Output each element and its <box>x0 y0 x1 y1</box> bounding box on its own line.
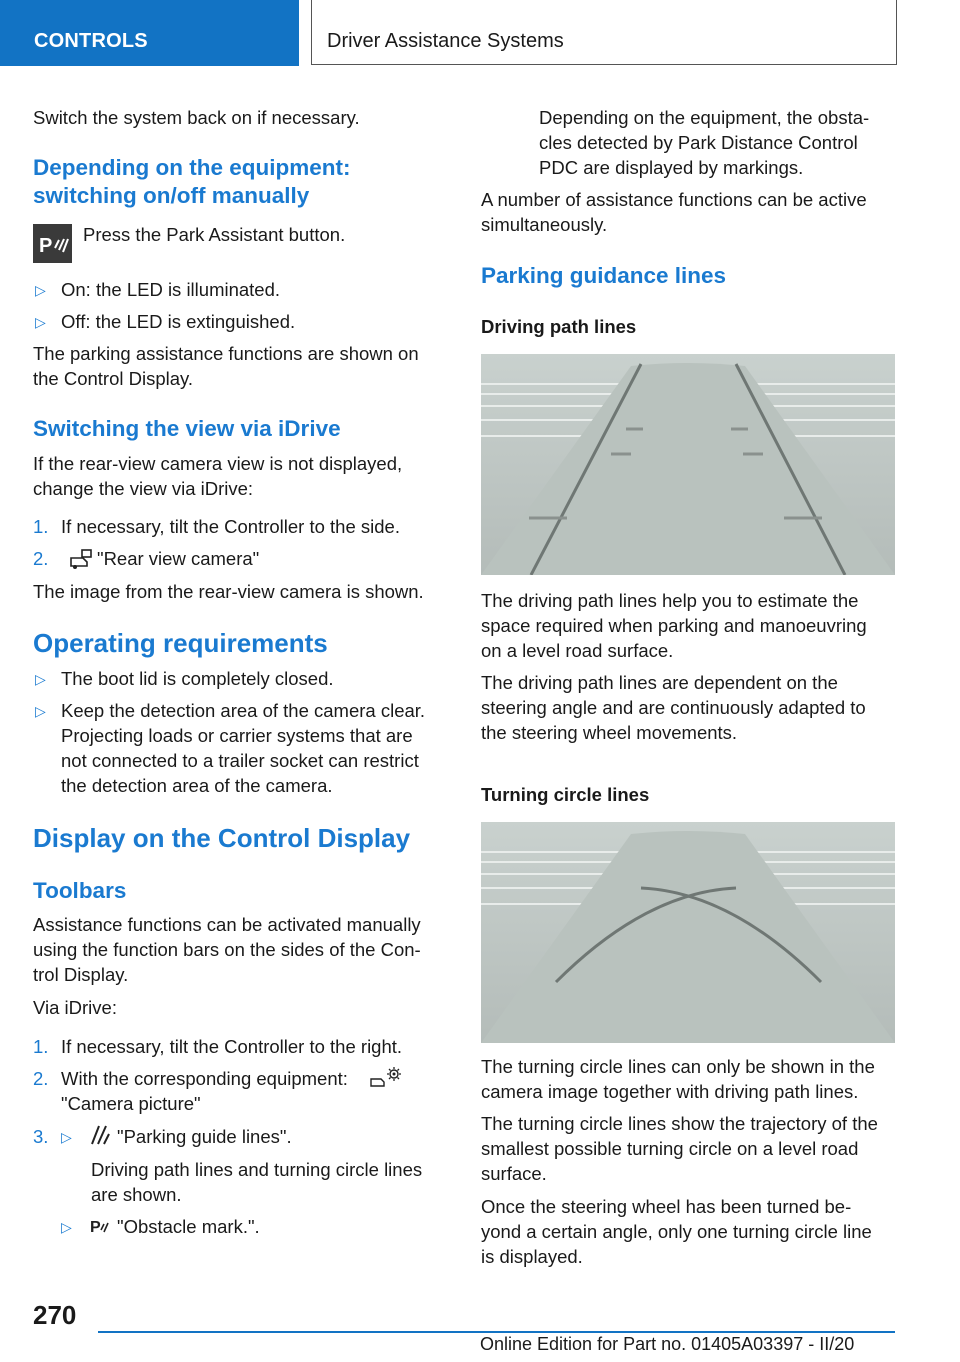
page-number: 270 <box>33 1300 77 1330</box>
s2-text-2: "Camera picture" <box>61 1093 201 1114</box>
intro-text: Switch the system back on if necessary. <box>33 107 360 128</box>
s1-text: If necessary, tilt the Controller to the right. <box>61 1036 403 1057</box>
bullet-icon: ▷ <box>35 703 46 719</box>
toolbars-text-3: trol Display. <box>33 964 129 985</box>
image-shown-text: The image from the rear-view camera is shown. <box>33 581 424 602</box>
bullet-icon: ▷ <box>35 671 46 687</box>
turn2-text-3: surface. <box>481 1163 547 1184</box>
footer-edition: Online Edition for Part no. 01405A03397 - II/20 <box>480 1334 855 1354</box>
driving-path-lines-figure <box>481 354 895 575</box>
turn1-text-1: The turning circle lines can only be shown in the <box>481 1056 875 1077</box>
s2-text-1: With the corresponding equipment: <box>61 1068 348 1089</box>
toolbars-text-1: Assistance functions can be activated manually <box>33 914 421 935</box>
path1-text-2: space required when parking and manoeuvring <box>481 615 867 636</box>
svg-text:P: P <box>90 1219 101 1236</box>
heading-view: Switching the view via iDrive <box>33 416 341 441</box>
shown-text-2: the Control Display. <box>33 368 194 389</box>
park-assistant-button-icon <box>33 224 72 263</box>
bullet-icon: ▷ <box>35 282 46 298</box>
step-number: 1. <box>33 1036 49 1057</box>
req1-text: The boot lid is completely closed. <box>61 668 334 689</box>
req2-text-2: Projecting loads or carrier systems that are <box>61 725 413 746</box>
section-tab <box>0 0 299 66</box>
view-text-2: change the view via iDrive: <box>33 478 254 499</box>
heading-turning-circle: Turning circle lines <box>481 784 650 805</box>
num-text-1: A number of assistance functions can be active <box>481 189 867 210</box>
rear-view-camera-icon <box>69 548 95 570</box>
footer-divider <box>98 1331 895 1333</box>
turning-circle-lines-figure <box>481 822 895 1043</box>
heading-driving-path: Driving path lines <box>481 316 637 337</box>
chapter-header <box>311 0 897 65</box>
led-on-text: On: the LED is illuminated. <box>61 279 281 300</box>
chapter-title: Driver Assistance Systems <box>327 30 564 52</box>
toolbars-text-2: using the function bars on the sides of the Con‐ <box>33 939 421 960</box>
heading-toolbars: Toolbars <box>33 878 127 903</box>
turn3-text-3: is displayed. <box>481 1246 583 1267</box>
path2-text-2: steering angle and are continuously adapted to <box>481 697 866 718</box>
turn2-text-1: The turning circle lines show the trajectory of the <box>481 1113 878 1134</box>
heading-requirements: Operating requirements <box>33 628 328 658</box>
camera-settings-icon <box>369 1066 403 1090</box>
view-text-1: If the rear-view camera view is not displayed, <box>33 453 403 474</box>
turn2-text-2: smallest possible turning circle on a level road <box>481 1138 859 1159</box>
step-number: 3. <box>33 1126 49 1147</box>
req2-text-4: the detection area of the camera. <box>61 775 333 796</box>
path1-text-1: The driving path lines help you to estimate the <box>481 590 859 611</box>
s3a-desc-1: Driving path lines and turning circle lines <box>91 1159 423 1180</box>
turn1-text-2: camera image together with driving path lines. <box>481 1081 859 1102</box>
step-number: 2. <box>33 1068 49 1089</box>
req2-text-3: not connected to a trailer socket can restrict <box>61 750 419 771</box>
parking-guide-lines-icon <box>89 1122 111 1146</box>
dep-text-1: Depending on the equipment, the obsta‐ <box>539 107 870 128</box>
heading-manual-1: Depending on the equipment: <box>33 155 351 180</box>
s3a-desc-2: are shown. <box>91 1184 182 1205</box>
turn3-text-2: yond a certain angle, only one turning circle line <box>481 1221 872 1242</box>
step-number: 2. <box>33 548 49 569</box>
bullet-icon: ▷ <box>35 314 46 330</box>
dep-text-2: cles detected by Park Distance Control <box>539 132 858 153</box>
via-idrive-text: Via iDrive: <box>33 997 117 1018</box>
path2-text-1: The driving path lines are dependent on the <box>481 672 838 693</box>
press-text: Press the Park Assistant button. <box>83 224 346 245</box>
svg-text:P: P <box>39 235 53 257</box>
req2-text-1: Keep the detection area of the camera clear. <box>61 700 426 721</box>
heading-guide-lines: Parking guidance lines <box>481 263 727 288</box>
section-title: CONTROLS <box>34 30 148 52</box>
step2-text: "Rear view camera" <box>97 548 260 569</box>
path1-text-3: on a level road surface. <box>481 640 674 661</box>
bullet-icon: ▷ <box>61 1219 72 1235</box>
s3a-text: "Parking guide lines". <box>117 1126 292 1147</box>
turn3-text-1: Once the steering wheel has been turned be‐ <box>481 1196 852 1217</box>
step1-text: If necessary, tilt the Controller to the side. <box>61 516 400 537</box>
heading-display: Display on the Control Display <box>33 823 411 853</box>
led-off-text: Off: the LED is extinguished. <box>61 311 296 332</box>
dep-text-3: PDC are displayed by markings. <box>539 157 804 178</box>
step-number: 1. <box>33 516 49 537</box>
path2-text-3: the steering wheel movements. <box>481 722 738 743</box>
s3b-text: "Obstacle mark.". <box>117 1216 260 1237</box>
shown-text-1: The parking assistance functions are shown on <box>33 343 419 364</box>
obstacle-mark-icon <box>89 1212 111 1236</box>
bullet-icon: ▷ <box>61 1129 72 1145</box>
heading-manual-2: switching on/off manually <box>33 183 310 208</box>
num-text-2: simultaneously. <box>481 214 608 235</box>
